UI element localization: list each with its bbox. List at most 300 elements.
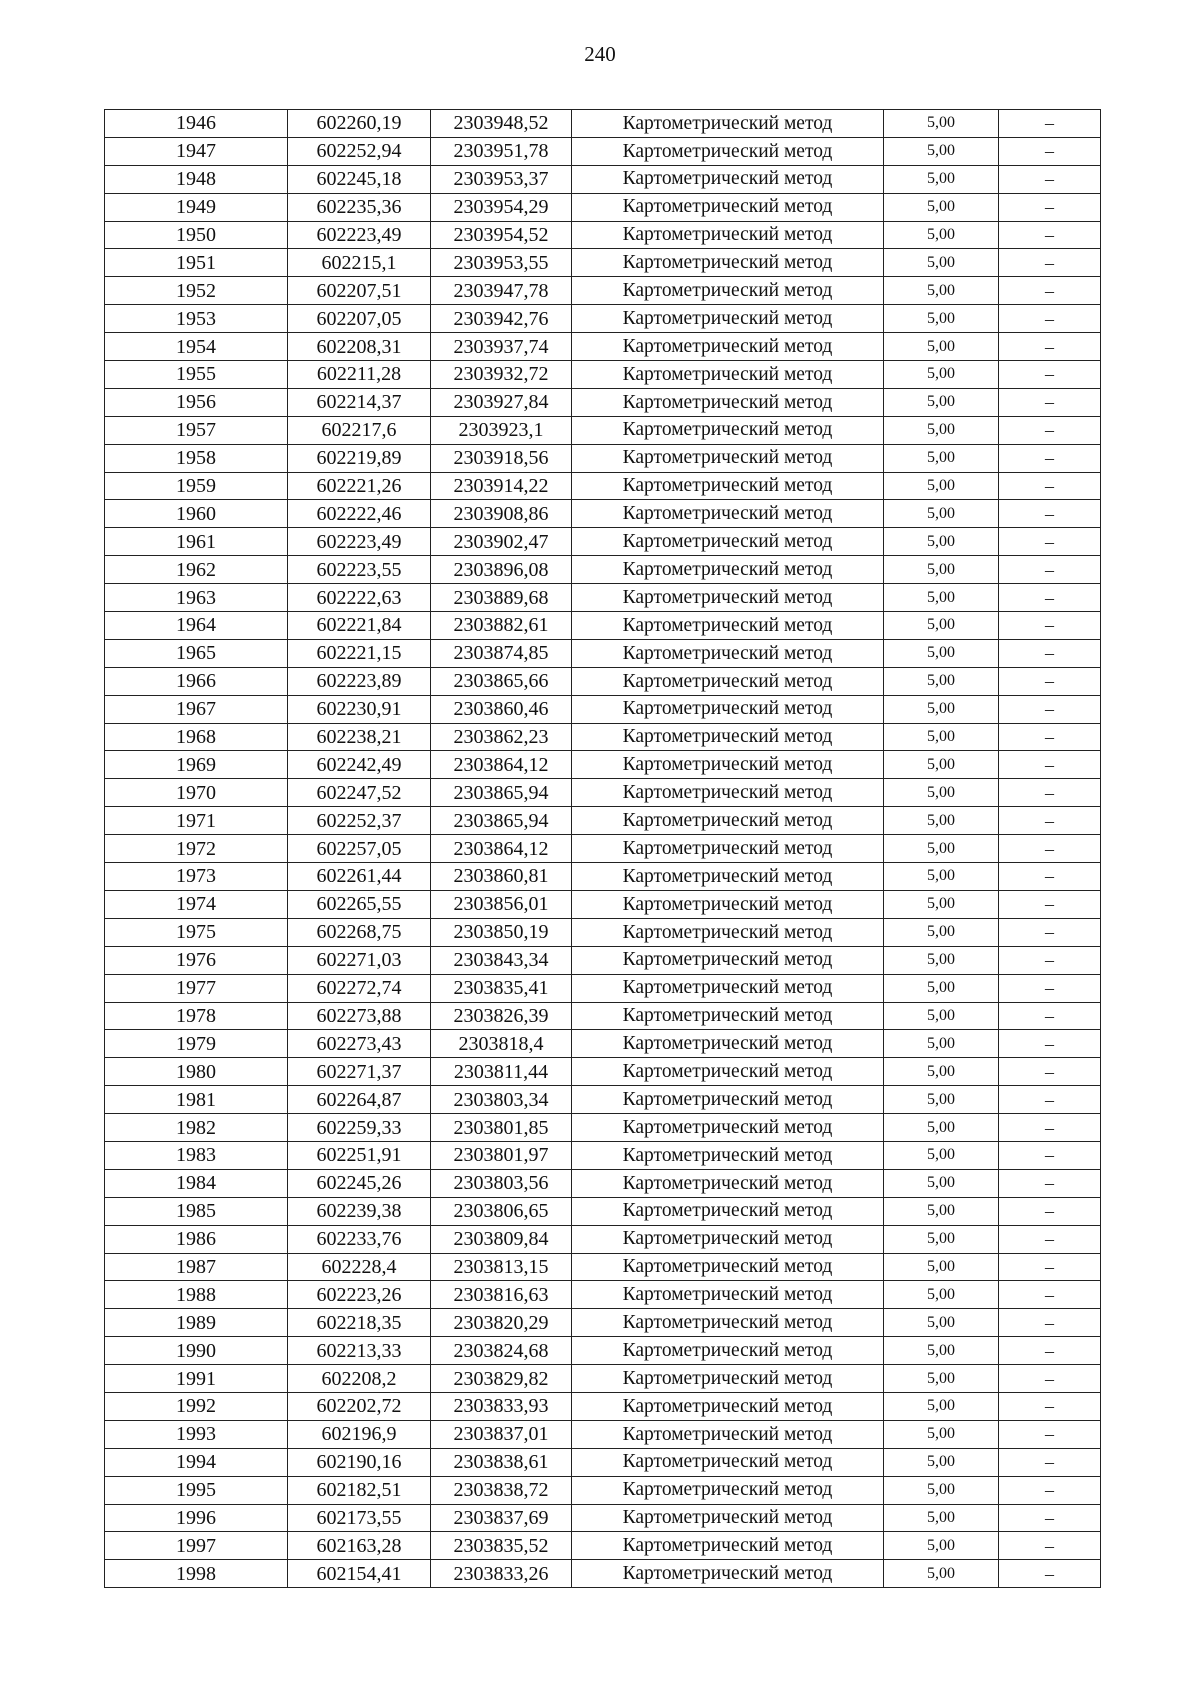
point-number-cell: 1992 bbox=[105, 1392, 288, 1420]
method-cell: Картометрический метод bbox=[572, 1030, 884, 1058]
table-row bbox=[105, 1030, 1101, 1058]
dash-cell: – bbox=[999, 333, 1101, 361]
x-coordinate-cell: 602211,28 bbox=[288, 361, 431, 389]
method-cell: Картометрический метод bbox=[572, 137, 884, 165]
accuracy-cell: 5,00 bbox=[884, 1504, 999, 1532]
method-cell: Картометрический метод bbox=[572, 1560, 884, 1588]
x-coordinate-cell: 602271,03 bbox=[288, 946, 431, 974]
dash-cell: – bbox=[999, 361, 1101, 389]
dash-cell: – bbox=[999, 277, 1101, 305]
dash-cell: – bbox=[999, 1281, 1101, 1309]
y-coordinate-cell: 2303835,52 bbox=[431, 1532, 572, 1560]
x-coordinate-cell: 602208,31 bbox=[288, 333, 431, 361]
dash-cell: – bbox=[999, 890, 1101, 918]
accuracy-cell: 5,00 bbox=[884, 1392, 999, 1420]
dash-cell: – bbox=[999, 110, 1101, 138]
table-row bbox=[105, 1532, 1101, 1560]
point-number-cell: 1996 bbox=[105, 1504, 288, 1532]
x-coordinate-cell: 602228,4 bbox=[288, 1253, 431, 1281]
accuracy-cell: 5,00 bbox=[884, 751, 999, 779]
y-coordinate-cell: 2303865,94 bbox=[431, 807, 572, 835]
dash-cell: – bbox=[999, 556, 1101, 584]
method-cell: Картометрический метод bbox=[572, 1504, 884, 1532]
point-number-cell: 1965 bbox=[105, 639, 288, 667]
accuracy-cell: 5,00 bbox=[884, 1309, 999, 1337]
table-row bbox=[105, 946, 1101, 974]
y-coordinate-cell: 2303837,01 bbox=[431, 1420, 572, 1448]
y-coordinate-cell: 2303937,74 bbox=[431, 333, 572, 361]
point-number-cell: 1974 bbox=[105, 890, 288, 918]
point-number-cell: 1949 bbox=[105, 193, 288, 221]
y-coordinate-cell: 2303850,19 bbox=[431, 918, 572, 946]
method-cell: Картометрический метод bbox=[572, 305, 884, 333]
y-coordinate-cell: 2303951,78 bbox=[431, 137, 572, 165]
y-coordinate-cell: 2303838,72 bbox=[431, 1476, 572, 1504]
y-coordinate-cell: 2303947,78 bbox=[431, 277, 572, 305]
x-coordinate-cell: 602223,49 bbox=[288, 221, 431, 249]
accuracy-cell: 5,00 bbox=[884, 1448, 999, 1476]
point-number-cell: 1951 bbox=[105, 249, 288, 277]
dash-cell: – bbox=[999, 1141, 1101, 1169]
x-coordinate-cell: 602190,16 bbox=[288, 1448, 431, 1476]
dash-cell: – bbox=[999, 946, 1101, 974]
method-cell: Картометрический метод bbox=[572, 1169, 884, 1197]
x-coordinate-cell: 602207,05 bbox=[288, 305, 431, 333]
table-row bbox=[105, 751, 1101, 779]
method-cell: Картометрический метод bbox=[572, 165, 884, 193]
method-cell: Картометрический метод bbox=[572, 946, 884, 974]
y-coordinate-cell: 2303824,68 bbox=[431, 1337, 572, 1365]
table-row bbox=[105, 1114, 1101, 1142]
x-coordinate-cell: 602251,91 bbox=[288, 1141, 431, 1169]
point-number-cell: 1955 bbox=[105, 361, 288, 389]
x-coordinate-cell: 602222,63 bbox=[288, 584, 431, 612]
x-coordinate-cell: 602271,37 bbox=[288, 1058, 431, 1086]
method-cell: Картометрический метод bbox=[572, 1337, 884, 1365]
point-number-cell: 1983 bbox=[105, 1141, 288, 1169]
method-cell: Картометрический метод bbox=[572, 249, 884, 277]
accuracy-cell: 5,00 bbox=[884, 1030, 999, 1058]
method-cell: Картометрический метод bbox=[572, 1002, 884, 1030]
y-coordinate-cell: 2303902,47 bbox=[431, 528, 572, 556]
point-number-cell: 1961 bbox=[105, 528, 288, 556]
dash-cell: – bbox=[999, 1114, 1101, 1142]
method-cell: Картометрический метод bbox=[572, 779, 884, 807]
point-number-cell: 1968 bbox=[105, 723, 288, 751]
accuracy-cell: 5,00 bbox=[884, 1532, 999, 1560]
y-coordinate-cell: 2303932,72 bbox=[431, 361, 572, 389]
table-row bbox=[105, 277, 1101, 305]
method-cell: Картометрический метод bbox=[572, 639, 884, 667]
point-number-cell: 1953 bbox=[105, 305, 288, 333]
method-cell: Картометрический метод bbox=[572, 1420, 884, 1448]
method-cell: Картометрический метод bbox=[572, 1476, 884, 1504]
dash-cell: – bbox=[999, 1169, 1101, 1197]
x-coordinate-cell: 602233,76 bbox=[288, 1225, 431, 1253]
dash-cell: – bbox=[999, 974, 1101, 1002]
accuracy-cell: 5,00 bbox=[884, 723, 999, 751]
table-row bbox=[105, 137, 1101, 165]
accuracy-cell: 5,00 bbox=[884, 416, 999, 444]
method-cell: Картометрический метод bbox=[572, 584, 884, 612]
method-cell: Картометрический метод bbox=[572, 1392, 884, 1420]
y-coordinate-cell: 2303948,52 bbox=[431, 110, 572, 138]
accuracy-cell: 5,00 bbox=[884, 695, 999, 723]
y-coordinate-cell: 2303826,39 bbox=[431, 1002, 572, 1030]
x-coordinate-cell: 602259,33 bbox=[288, 1114, 431, 1142]
x-coordinate-cell: 602257,05 bbox=[288, 835, 431, 863]
x-coordinate-cell: 602223,49 bbox=[288, 528, 431, 556]
point-number-cell: 1972 bbox=[105, 835, 288, 863]
method-cell: Картометрический метод bbox=[572, 890, 884, 918]
table-row bbox=[105, 528, 1101, 556]
method-cell: Картометрический метод bbox=[572, 277, 884, 305]
table-row bbox=[105, 612, 1101, 640]
coordinates-table-body bbox=[105, 110, 1101, 1588]
dash-cell: – bbox=[999, 416, 1101, 444]
table-row bbox=[105, 333, 1101, 361]
point-number-cell: 1957 bbox=[105, 416, 288, 444]
point-number-cell: 1998 bbox=[105, 1560, 288, 1588]
dash-cell: – bbox=[999, 1086, 1101, 1114]
x-coordinate-cell: 602221,15 bbox=[288, 639, 431, 667]
y-coordinate-cell: 2303942,76 bbox=[431, 305, 572, 333]
y-coordinate-cell: 2303809,84 bbox=[431, 1225, 572, 1253]
method-cell: Картометрический метод bbox=[572, 723, 884, 751]
point-number-cell: 1946 bbox=[105, 110, 288, 138]
point-number-cell: 1959 bbox=[105, 472, 288, 500]
x-coordinate-cell: 602238,21 bbox=[288, 723, 431, 751]
method-cell: Картометрический метод bbox=[572, 388, 884, 416]
dash-cell: – bbox=[999, 472, 1101, 500]
y-coordinate-cell: 2303835,41 bbox=[431, 974, 572, 1002]
method-cell: Картометрический метод bbox=[572, 751, 884, 779]
accuracy-cell: 5,00 bbox=[884, 639, 999, 667]
x-coordinate-cell: 602182,51 bbox=[288, 1476, 431, 1504]
table-row bbox=[105, 1504, 1101, 1532]
x-coordinate-cell: 602247,52 bbox=[288, 779, 431, 807]
table-row bbox=[105, 807, 1101, 835]
y-coordinate-cell: 2303813,15 bbox=[431, 1253, 572, 1281]
y-coordinate-cell: 2303864,12 bbox=[431, 835, 572, 863]
y-coordinate-cell: 2303843,34 bbox=[431, 946, 572, 974]
y-coordinate-cell: 2303811,44 bbox=[431, 1058, 572, 1086]
y-coordinate-cell: 2303865,94 bbox=[431, 779, 572, 807]
y-coordinate-cell: 2303865,66 bbox=[431, 667, 572, 695]
table-row bbox=[105, 723, 1101, 751]
accuracy-cell: 5,00 bbox=[884, 249, 999, 277]
point-number-cell: 1952 bbox=[105, 277, 288, 305]
point-number-cell: 1980 bbox=[105, 1058, 288, 1086]
x-coordinate-cell: 602273,43 bbox=[288, 1030, 431, 1058]
point-number-cell: 1970 bbox=[105, 779, 288, 807]
table-row bbox=[105, 639, 1101, 667]
y-coordinate-cell: 2303856,01 bbox=[431, 890, 572, 918]
x-coordinate-cell: 602265,55 bbox=[288, 890, 431, 918]
point-number-cell: 1950 bbox=[105, 221, 288, 249]
table-row bbox=[105, 500, 1101, 528]
dash-cell: – bbox=[999, 221, 1101, 249]
method-cell: Картометрический метод bbox=[572, 416, 884, 444]
y-coordinate-cell: 2303864,12 bbox=[431, 751, 572, 779]
point-number-cell: 1979 bbox=[105, 1030, 288, 1058]
method-cell: Картометрический метод bbox=[572, 612, 884, 640]
accuracy-cell: 5,00 bbox=[884, 863, 999, 891]
x-coordinate-cell: 602154,41 bbox=[288, 1560, 431, 1588]
dash-cell: – bbox=[999, 388, 1101, 416]
dash-cell: – bbox=[999, 1365, 1101, 1393]
accuracy-cell: 5,00 bbox=[884, 890, 999, 918]
x-coordinate-cell: 602239,38 bbox=[288, 1197, 431, 1225]
method-cell: Картометрический метод bbox=[572, 333, 884, 361]
accuracy-cell: 5,00 bbox=[884, 1420, 999, 1448]
y-coordinate-cell: 2303954,29 bbox=[431, 193, 572, 221]
method-cell: Картометрический метод bbox=[572, 1114, 884, 1142]
dash-cell: – bbox=[999, 1253, 1101, 1281]
x-coordinate-cell: 602163,28 bbox=[288, 1532, 431, 1560]
dash-cell: – bbox=[999, 1337, 1101, 1365]
y-coordinate-cell: 2303953,37 bbox=[431, 165, 572, 193]
point-number-cell: 1977 bbox=[105, 974, 288, 1002]
x-coordinate-cell: 602273,88 bbox=[288, 1002, 431, 1030]
y-coordinate-cell: 2303837,69 bbox=[431, 1504, 572, 1532]
accuracy-cell: 5,00 bbox=[884, 500, 999, 528]
point-number-cell: 1964 bbox=[105, 612, 288, 640]
y-coordinate-cell: 2303923,1 bbox=[431, 416, 572, 444]
accuracy-cell: 5,00 bbox=[884, 667, 999, 695]
y-coordinate-cell: 2303914,22 bbox=[431, 472, 572, 500]
accuracy-cell: 5,00 bbox=[884, 1114, 999, 1142]
point-number-cell: 1978 bbox=[105, 1002, 288, 1030]
y-coordinate-cell: 2303833,93 bbox=[431, 1392, 572, 1420]
table-row bbox=[105, 388, 1101, 416]
method-cell: Картометрический метод bbox=[572, 110, 884, 138]
y-coordinate-cell: 2303927,84 bbox=[431, 388, 572, 416]
point-number-cell: 1966 bbox=[105, 667, 288, 695]
y-coordinate-cell: 2303860,81 bbox=[431, 863, 572, 891]
table-row bbox=[105, 1141, 1101, 1169]
accuracy-cell: 5,00 bbox=[884, 1253, 999, 1281]
method-cell: Картометрический метод bbox=[572, 1448, 884, 1476]
method-cell: Картометрический метод bbox=[572, 444, 884, 472]
accuracy-cell: 5,00 bbox=[884, 277, 999, 305]
point-number-cell: 1960 bbox=[105, 500, 288, 528]
method-cell: Картометрический метод bbox=[572, 1086, 884, 1114]
y-coordinate-cell: 2303896,08 bbox=[431, 556, 572, 584]
x-coordinate-cell: 602261,44 bbox=[288, 863, 431, 891]
dash-cell: – bbox=[999, 249, 1101, 277]
table-row bbox=[105, 1309, 1101, 1337]
dash-cell: – bbox=[999, 1002, 1101, 1030]
dash-cell: – bbox=[999, 500, 1101, 528]
x-coordinate-cell: 602219,89 bbox=[288, 444, 431, 472]
accuracy-cell: 5,00 bbox=[884, 1337, 999, 1365]
dash-cell: – bbox=[999, 1532, 1101, 1560]
method-cell: Картометрический метод bbox=[572, 528, 884, 556]
accuracy-cell: 5,00 bbox=[884, 444, 999, 472]
dash-cell: – bbox=[999, 835, 1101, 863]
dash-cell: – bbox=[999, 639, 1101, 667]
accuracy-cell: 5,00 bbox=[884, 165, 999, 193]
method-cell: Картометрический метод bbox=[572, 1365, 884, 1393]
method-cell: Картометрический метод bbox=[572, 1197, 884, 1225]
y-coordinate-cell: 2303801,85 bbox=[431, 1114, 572, 1142]
coordinates-table bbox=[104, 109, 1101, 1588]
accuracy-cell: 5,00 bbox=[884, 1281, 999, 1309]
table-row bbox=[105, 1197, 1101, 1225]
y-coordinate-cell: 2303818,4 bbox=[431, 1030, 572, 1058]
table-row bbox=[105, 1337, 1101, 1365]
y-coordinate-cell: 2303889,68 bbox=[431, 584, 572, 612]
dash-cell: – bbox=[999, 137, 1101, 165]
dash-cell: – bbox=[999, 444, 1101, 472]
method-cell: Картометрический метод bbox=[572, 863, 884, 891]
point-number-cell: 1988 bbox=[105, 1281, 288, 1309]
y-coordinate-cell: 2303838,61 bbox=[431, 1448, 572, 1476]
y-coordinate-cell: 2303833,26 bbox=[431, 1560, 572, 1588]
table-row bbox=[105, 1560, 1101, 1588]
dash-cell: – bbox=[999, 1058, 1101, 1086]
accuracy-cell: 5,00 bbox=[884, 612, 999, 640]
x-coordinate-cell: 602202,72 bbox=[288, 1392, 431, 1420]
dash-cell: – bbox=[999, 584, 1101, 612]
x-coordinate-cell: 602207,51 bbox=[288, 277, 431, 305]
y-coordinate-cell: 2303806,65 bbox=[431, 1197, 572, 1225]
table-row bbox=[105, 416, 1101, 444]
dash-cell: – bbox=[999, 918, 1101, 946]
accuracy-cell: 5,00 bbox=[884, 779, 999, 807]
table-row bbox=[105, 1365, 1101, 1393]
table-row bbox=[105, 221, 1101, 249]
dash-cell: – bbox=[999, 193, 1101, 221]
y-coordinate-cell: 2303860,46 bbox=[431, 695, 572, 723]
table-row bbox=[105, 249, 1101, 277]
accuracy-cell: 5,00 bbox=[884, 305, 999, 333]
point-number-cell: 1984 bbox=[105, 1169, 288, 1197]
method-cell: Картометрический метод bbox=[572, 472, 884, 500]
method-cell: Картометрический метод bbox=[572, 667, 884, 695]
page-number: 240 bbox=[584, 42, 616, 66]
point-number-cell: 1962 bbox=[105, 556, 288, 584]
dash-cell: – bbox=[999, 1225, 1101, 1253]
dash-cell: – bbox=[999, 1309, 1101, 1337]
method-cell: Картометрический метод bbox=[572, 807, 884, 835]
dash-cell: – bbox=[999, 612, 1101, 640]
dash-cell: – bbox=[999, 528, 1101, 556]
point-number-cell: 1990 bbox=[105, 1337, 288, 1365]
accuracy-cell: 5,00 bbox=[884, 137, 999, 165]
method-cell: Картометрический метод bbox=[572, 1225, 884, 1253]
table-row bbox=[105, 1476, 1101, 1504]
table-row bbox=[105, 584, 1101, 612]
x-coordinate-cell: 602208,2 bbox=[288, 1365, 431, 1393]
dash-cell: – bbox=[999, 1392, 1101, 1420]
y-coordinate-cell: 2303816,63 bbox=[431, 1281, 572, 1309]
y-coordinate-cell: 2303801,97 bbox=[431, 1141, 572, 1169]
accuracy-cell: 5,00 bbox=[884, 472, 999, 500]
method-cell: Картометрический метод bbox=[572, 918, 884, 946]
point-number-cell: 1995 bbox=[105, 1476, 288, 1504]
dash-cell: – bbox=[999, 165, 1101, 193]
table-row bbox=[105, 918, 1101, 946]
point-number-cell: 1993 bbox=[105, 1420, 288, 1448]
accuracy-cell: 5,00 bbox=[884, 388, 999, 416]
table-row bbox=[105, 779, 1101, 807]
table-row bbox=[105, 890, 1101, 918]
dash-cell: – bbox=[999, 695, 1101, 723]
x-coordinate-cell: 602242,49 bbox=[288, 751, 431, 779]
point-number-cell: 1987 bbox=[105, 1253, 288, 1281]
x-coordinate-cell: 602222,46 bbox=[288, 500, 431, 528]
point-number-cell: 1991 bbox=[105, 1365, 288, 1393]
x-coordinate-cell: 602221,84 bbox=[288, 612, 431, 640]
x-coordinate-cell: 602245,26 bbox=[288, 1169, 431, 1197]
point-number-cell: 1997 bbox=[105, 1532, 288, 1560]
y-coordinate-cell: 2303874,85 bbox=[431, 639, 572, 667]
method-cell: Картометрический метод bbox=[572, 193, 884, 221]
x-coordinate-cell: 602223,89 bbox=[288, 667, 431, 695]
point-number-cell: 1958 bbox=[105, 444, 288, 472]
x-coordinate-cell: 602221,26 bbox=[288, 472, 431, 500]
table-row bbox=[105, 193, 1101, 221]
y-coordinate-cell: 2303953,55 bbox=[431, 249, 572, 277]
method-cell: Картометрический метод bbox=[572, 835, 884, 863]
x-coordinate-cell: 602173,55 bbox=[288, 1504, 431, 1532]
dash-cell: – bbox=[999, 723, 1101, 751]
y-coordinate-cell: 2303803,34 bbox=[431, 1086, 572, 1114]
accuracy-cell: 5,00 bbox=[884, 1002, 999, 1030]
method-cell: Картометрический метод bbox=[572, 1532, 884, 1560]
point-number-cell: 1976 bbox=[105, 946, 288, 974]
point-number-cell: 1954 bbox=[105, 333, 288, 361]
method-cell: Картометрический метод bbox=[572, 1309, 884, 1337]
dash-cell: – bbox=[999, 779, 1101, 807]
point-number-cell: 1985 bbox=[105, 1197, 288, 1225]
accuracy-cell: 5,00 bbox=[884, 1169, 999, 1197]
method-cell: Картометрический метод bbox=[572, 1058, 884, 1086]
table-row bbox=[105, 472, 1101, 500]
x-coordinate-cell: 602217,6 bbox=[288, 416, 431, 444]
accuracy-cell: 5,00 bbox=[884, 1058, 999, 1086]
accuracy-cell: 5,00 bbox=[884, 918, 999, 946]
x-coordinate-cell: 602218,35 bbox=[288, 1309, 431, 1337]
accuracy-cell: 5,00 bbox=[884, 333, 999, 361]
table-row bbox=[105, 110, 1101, 138]
y-coordinate-cell: 2303954,52 bbox=[431, 221, 572, 249]
accuracy-cell: 5,00 bbox=[884, 361, 999, 389]
accuracy-cell: 5,00 bbox=[884, 110, 999, 138]
point-number-cell: 1967 bbox=[105, 695, 288, 723]
table-row bbox=[105, 444, 1101, 472]
method-cell: Картометрический метод bbox=[572, 500, 884, 528]
accuracy-cell: 5,00 bbox=[884, 221, 999, 249]
table-row bbox=[105, 361, 1101, 389]
method-cell: Картометрический метод bbox=[572, 1253, 884, 1281]
accuracy-cell: 5,00 bbox=[884, 1225, 999, 1253]
accuracy-cell: 5,00 bbox=[884, 1560, 999, 1588]
table-row bbox=[105, 974, 1101, 1002]
table-row bbox=[105, 1002, 1101, 1030]
accuracy-cell: 5,00 bbox=[884, 584, 999, 612]
y-coordinate-cell: 2303918,56 bbox=[431, 444, 572, 472]
method-cell: Картометрический метод bbox=[572, 1141, 884, 1169]
point-number-cell: 1956 bbox=[105, 388, 288, 416]
x-coordinate-cell: 602245,18 bbox=[288, 165, 431, 193]
point-number-cell: 1948 bbox=[105, 165, 288, 193]
x-coordinate-cell: 602196,9 bbox=[288, 1420, 431, 1448]
point-number-cell: 1971 bbox=[105, 807, 288, 835]
x-coordinate-cell: 602213,33 bbox=[288, 1337, 431, 1365]
